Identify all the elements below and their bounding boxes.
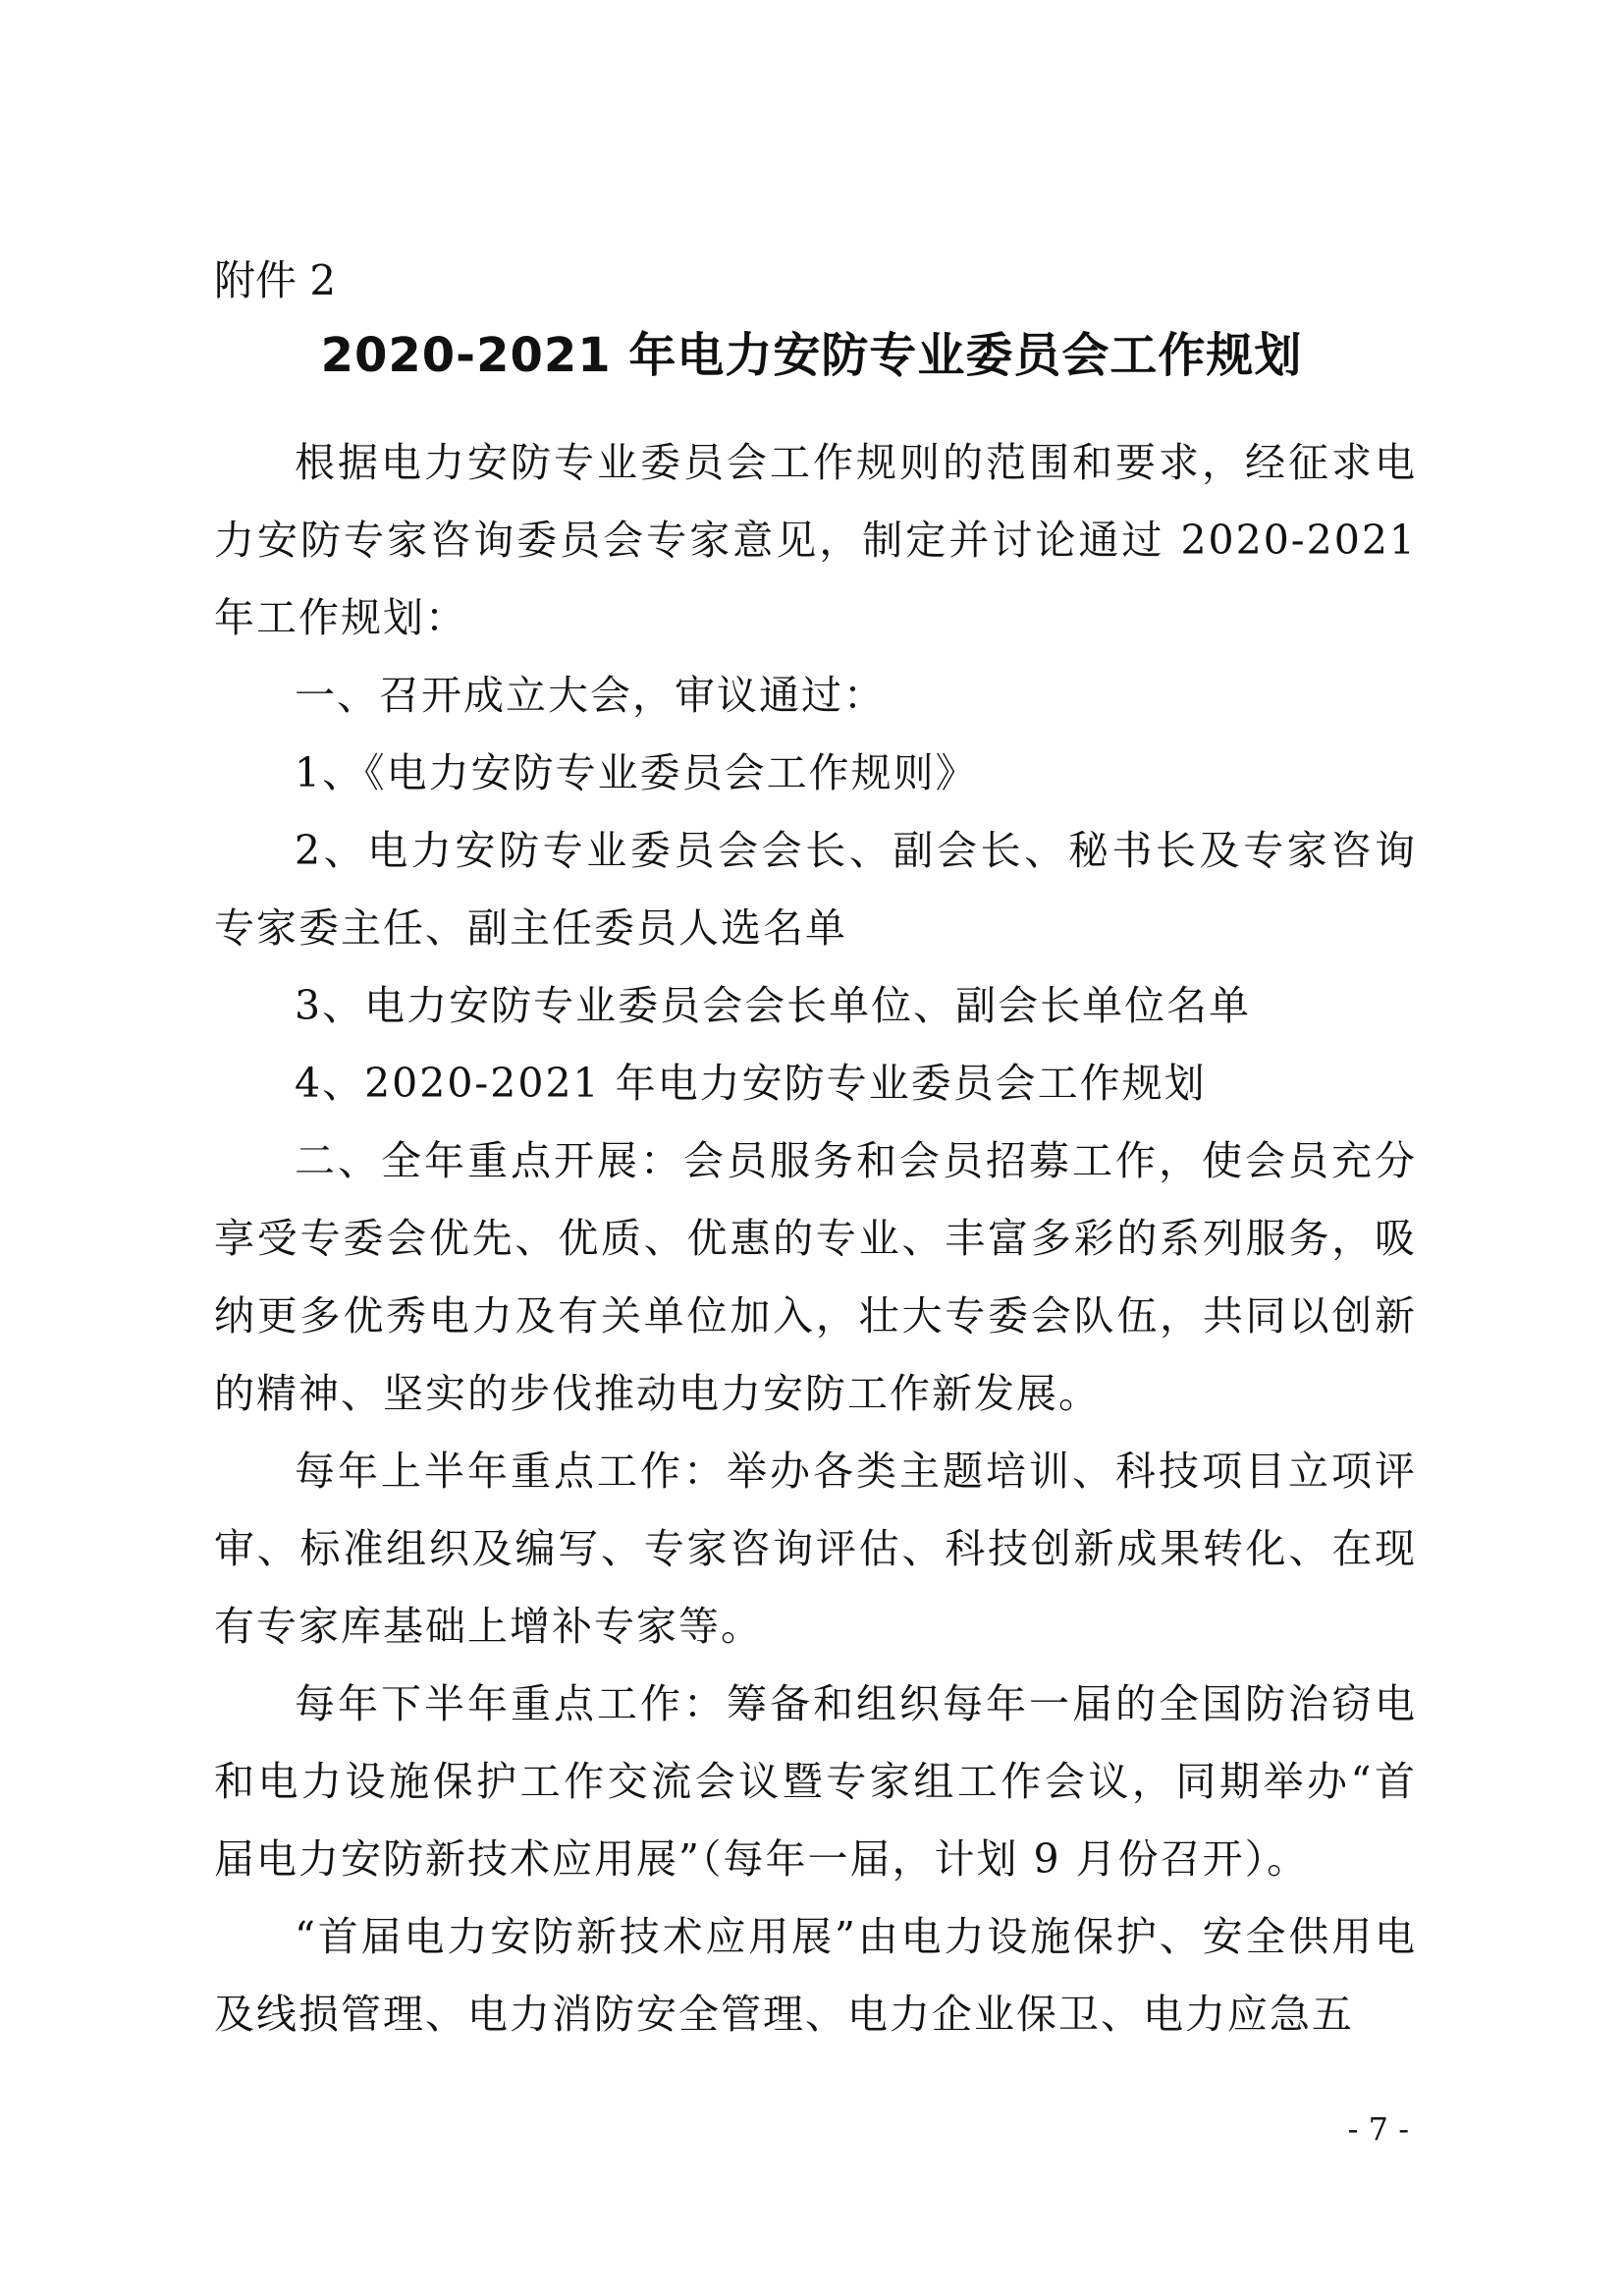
document-body (214, 424, 1417, 2053)
paragraph-second-half-work: 每年下半年重点工作：筹备和组织每年一届的全国防治窃电和电力设施保护工作交流会议暨专家组工作会议，同期举办“首届电力安防新技术应用展”（每年一届，计划 9 月份召开）。 (214, 1680, 1417, 1883)
paragraph-item-2: 2、电力安防专业委员会会长、副会长、秘书长及专家咨询专家委主任、副主任委员人选名单 (214, 827, 1417, 952)
paragraph-item-4: 4、2020-2021 年电力安防专业委员会工作规划 (295, 1060, 1207, 1107)
attachment-label: 附件 2 (214, 256, 337, 304)
paragraph-first-half-work: 每年上半年重点工作：举办各类主题培训、科技项目立项评审、标准组织及编写、专家咨询评估、科技创新成果转化、在现有专家库基础上增补专家等。 (214, 1448, 1417, 1650)
page-number: - 7 - (1347, 2110, 1409, 2148)
paragraph-item-1: 1、《电力安防专业委员会工作规则》 (295, 749, 978, 796)
paragraph-intro: 根据电力安防专业委员会工作规则的范围和要求，经征求电力安防专家咨询委员会专家意见，制定并讨论通过 2020-2021 年工作规划： (214, 439, 1417, 641)
document-title: 2020-2021 年电力安防专业委员会工作规划 (320, 328, 1303, 383)
paragraph-exhibition: “首届电力安防新技术应用展”由电力设施保护、安全供用电及线损管理、电力消防安全管理、电力企业保卫、电力应急五 (214, 1913, 1417, 2038)
paragraph-section-2: 二、全年重点开展：会员服务和会员招募工作，使会员充分享受专委会优先、优质、优惠的专业、丰富多彩的系列服务，吸纳更多优秀电力及有关单位加入，壮大专委会队伍，共同以创新的精神、坚实的步伐推动电力安防工作新发展。 (214, 1137, 1417, 1417)
paragraph-section-1-heading: 一、召开成立大会，审议通过： (295, 672, 886, 719)
paragraph-item-3: 3、电力安防专业委员会会长单位、副会长单位名单 (295, 982, 1252, 1029)
